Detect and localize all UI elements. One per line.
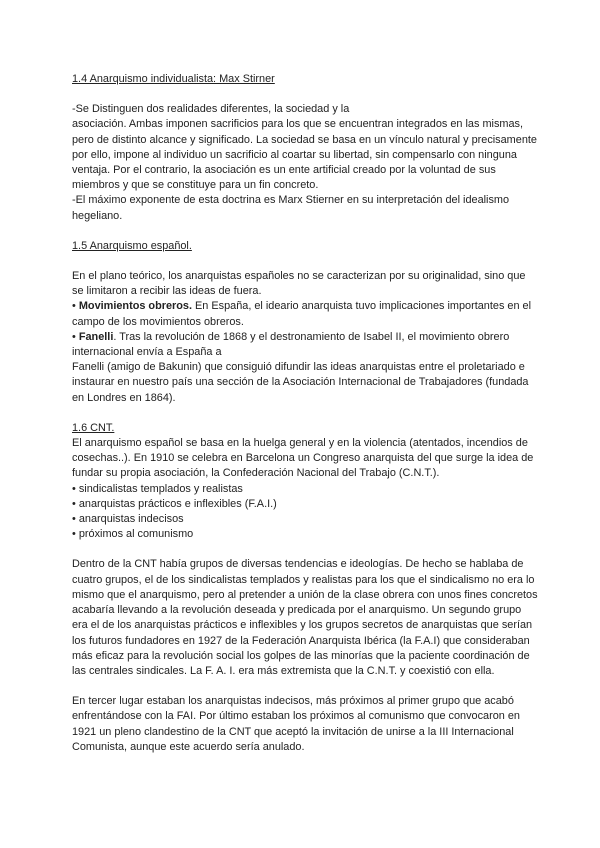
- spacer: [72, 542, 538, 557]
- paragraph: En el plano teórico, los anarquistas españoles no se caracterizan por su originalidad, sino que se limitaron a recibir las ideas de fuera.: [72, 270, 526, 298]
- bullet-text: . Tras la revolución de 1868 y el destronamiento de Isabel II, el movimiento obrero internacional envía a España a: [72, 330, 510, 359]
- bullet-movimientos-obreros: • Movimientos obreros. En España, el ideario anarquista tuvo implicaciones importantes en el campo de los movimientos obreros.: [72, 300, 532, 328]
- paragraph: -El máximo exponente de esta doctrina es Marx Stierner en su interpretación del idealismo hegeliano.: [72, 194, 510, 222]
- list-item: • anarquistas indecisos: [72, 513, 184, 526]
- section-heading-1-6: 1.6 CNT.: [72, 421, 115, 434]
- section-heading-1-5: 1.5 Anarquismo español.: [72, 239, 192, 252]
- bullet-text: En España, el ideario anarquista tuvo implicaciones importantes en el campo de los movimientos obreros.: [72, 300, 532, 328]
- spacer: [72, 224, 538, 239]
- paragraph: Dentro de la CNT había grupos de diversas tendencias e ideologías. De hecho se hablaba de cuatro grupos, el de los sindicalistas templados y realistas para los que el sindicalismo no era lo mismo que el anarquismo, pero al pretender a unión de la clase obrera con unos fines concretos acabaría llevando a la revolución deseada y predicada por el anarquismo. Un segundo grupo era el de los anarquistas prácticos e inflexibles y los grupos secretos de anarquistas que serían los futuros fundadores en 1927 de la Federación Anarquista Ibérica (la F.A.I) que consideraban más eficaz para la revolución social los golpes de las minorías que la paciente coordinación de las centrales sindicales. La F. A. I. era más extremista que la C.N.T. y coexistió con ella.: [72, 558, 538, 677]
- paragraph: -Se Distinguen dos realidades diferentes, la sociedad y la: [72, 103, 350, 116]
- bullet-fanelli: • Fanelli. Tras la revolución de 1868 y el destronamiento de Isabel II, el movimiento obrero internacional envía a España a: [72, 330, 510, 359]
- document-body: [72, 72, 538, 755]
- paragraph: En tercer lugar estaban los anarquistas indecisos, más próximos al primer grupo que acabó enfrentándose con la FAI. Por último estaban los próximos al comunismo que convocaron en 1921 un pleno clandestino de la CNT que aceptó la invitación de unirse a la III Internacional Comunista, aunque este acuerdo sería anulado.: [72, 695, 520, 753]
- paragraph: asociación. Ambas imponen sacrificios para los que se encuentran integrados en las mismas, pero de distinto alcance y significado. La sociedad se basa en un vínculo natural y precisamente por ello, impone al individuo un sacrificio al coartar su libertad, sin compensarlo con ninguna ventaja. Por el contrario, la asociación es un ente artificial creado por la voluntad de sus miembros y que se constituye para un fin concreto.: [72, 118, 537, 192]
- spacer: [72, 87, 538, 102]
- paragraph: El anarquismo español se basa en la huelga general y en la violencia (atentados, incendios de cosechas..). En 1910 se celebra en Barcelona un Congreso anarquista del que surge la idea de fundar su propia asociación, la Confederación Nacional del Trabajo (C.N.T.).: [72, 437, 534, 480]
- bullet-bold-label: Movimientos obreros.: [78, 300, 193, 313]
- section-heading-1-4: 1.4 Anarquismo individualista: Max Stirner: [72, 73, 275, 85]
- list-item: • sindicalistas templados y realistas: [72, 482, 243, 495]
- paragraph: Fanelli (amigo de Bakunin) que consiguió difundir las ideas anarquistas entre el proletariado e instaurar en nuestro país una sección de la Asociación Internacional de Trabajadores (fundada en Londres en 1864).: [72, 361, 529, 404]
- spacer: [72, 679, 538, 694]
- list-item: • próximos al comunismo: [72, 528, 194, 541]
- list-item: • anarquistas prácticos e inflexibles (F.A.I.): [72, 497, 277, 510]
- spacer: [72, 406, 538, 421]
- spacer: [72, 254, 538, 269]
- bullet-bold-label: Fanelli: [78, 330, 114, 343]
